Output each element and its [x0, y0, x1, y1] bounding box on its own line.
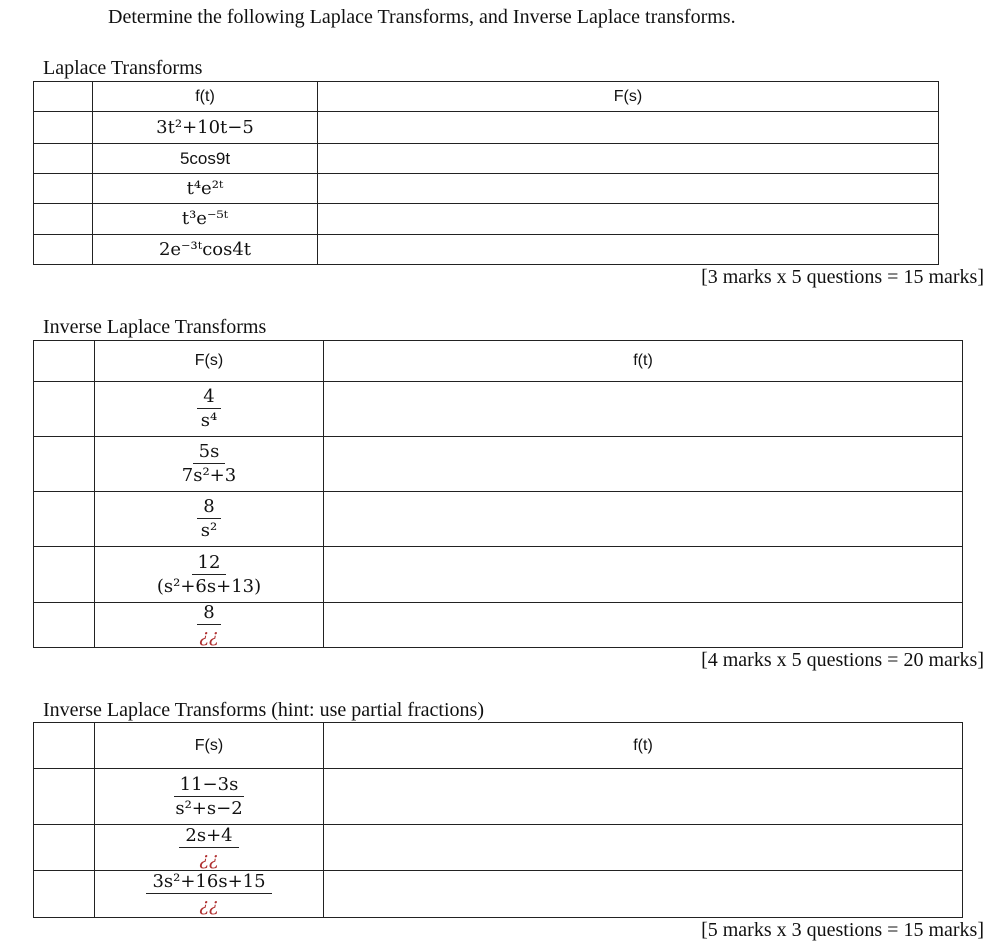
- answer-cell[interactable]: [324, 603, 963, 648]
- table-row: [34, 144, 939, 174]
- expr-ft: 2e⁻³ᵗcos4t: [93, 235, 318, 265]
- table-row: [34, 825, 963, 871]
- answer-cell[interactable]: [324, 769, 963, 825]
- answer-cell[interactable]: [318, 235, 939, 265]
- answer-cell[interactable]: [318, 174, 939, 204]
- section1-title: Laplace Transforms: [43, 57, 203, 79]
- fraction-denominator: (s²+6s+13): [156, 575, 262, 597]
- fraction-numerator: 8: [197, 497, 220, 519]
- fraction-expr: [95, 382, 324, 437]
- section1-marks: [3 marks x 5 questions = 15 marks]: [701, 266, 984, 288]
- answer-cell[interactable]: [318, 204, 939, 235]
- table-row: [34, 547, 963, 603]
- fraction-denominator: ¿¿: [199, 848, 219, 870]
- table-header-row: [34, 82, 939, 112]
- table-row: [34, 437, 963, 492]
- fraction-denominator: ¿¿: [199, 625, 219, 647]
- table-row: [34, 382, 963, 437]
- section2-title: Inverse Laplace Transforms: [43, 316, 267, 338]
- partial-fractions-table: [33, 722, 963, 918]
- expr-ft: 5cos9t: [93, 144, 318, 174]
- table-row: [34, 769, 963, 825]
- answer-cell[interactable]: [318, 112, 939, 144]
- col-header-Fs: F(s): [95, 341, 324, 382]
- col-header-ft: f(t): [324, 341, 963, 382]
- table-row: [34, 112, 939, 144]
- table-row: [34, 235, 939, 265]
- fraction-numerator: 8: [197, 603, 220, 625]
- section3-title: Inverse Laplace Transforms (hint: use partial fractions): [43, 699, 484, 721]
- fraction-expr: [95, 492, 324, 547]
- expr-ft: [93, 112, 318, 144]
- section3-marks: [5 marks x 3 questions = 15 marks]: [701, 919, 984, 941]
- fraction-expr: [95, 547, 324, 603]
- fraction-expr: [95, 437, 324, 492]
- table-header-row: [34, 723, 963, 769]
- answer-cell[interactable]: [324, 871, 963, 918]
- table-row: [34, 174, 939, 204]
- col-header-Fs: F(s): [318, 82, 939, 112]
- fraction-numerator: 11−3s: [174, 775, 245, 797]
- fraction-numerator: 5s: [193, 442, 226, 464]
- page-title: Determine the following Laplace Transforms, and Inverse Laplace transforms.: [108, 6, 736, 28]
- expr-ft-text: 3t²+10t−5: [156, 116, 254, 138]
- table-row: [34, 204, 939, 235]
- laplace-table: [33, 81, 939, 265]
- col-header-ft: f(t): [324, 723, 963, 769]
- table-header-row: [34, 341, 963, 382]
- index-cell: [34, 82, 93, 112]
- answer-cell[interactable]: [318, 144, 939, 174]
- table-row: [34, 603, 963, 648]
- section2-marks: [4 marks x 5 questions = 20 marks]: [701, 649, 984, 671]
- fraction-expr: [95, 825, 324, 871]
- table-row: [34, 871, 963, 918]
- fraction-numerator: 4: [197, 387, 220, 409]
- inverse-laplace-table: [33, 340, 963, 648]
- fraction-denominator: s²: [200, 520, 218, 541]
- answer-cell[interactable]: [324, 492, 963, 547]
- expr-ft: t³e⁻⁵ᵗ: [93, 204, 318, 235]
- answer-cell[interactable]: [324, 382, 963, 437]
- fraction-expr: [95, 769, 324, 825]
- fraction-numerator: 3s²+16s+15: [146, 872, 271, 894]
- answer-cell[interactable]: [324, 825, 963, 871]
- fraction-expr: [95, 603, 324, 648]
- fraction-denominator: ¿¿: [199, 895, 219, 916]
- col-header-Fs: F(s): [95, 723, 324, 769]
- expr-ft: t⁴e²ᵗ: [93, 174, 318, 204]
- answer-cell[interactable]: [324, 547, 963, 603]
- fraction-denominator: 7s²+3: [181, 465, 237, 486]
- fraction-expr: [95, 871, 324, 918]
- fraction-denominator: s⁴: [200, 410, 218, 431]
- col-header-ft: f(t): [93, 82, 318, 112]
- answer-cell[interactable]: [324, 437, 963, 492]
- fraction-denominator: s²+s−2: [175, 797, 243, 819]
- fraction-numerator: 2s+4: [179, 826, 238, 848]
- fraction-numerator: 12: [192, 553, 227, 575]
- table-row: [34, 492, 963, 547]
